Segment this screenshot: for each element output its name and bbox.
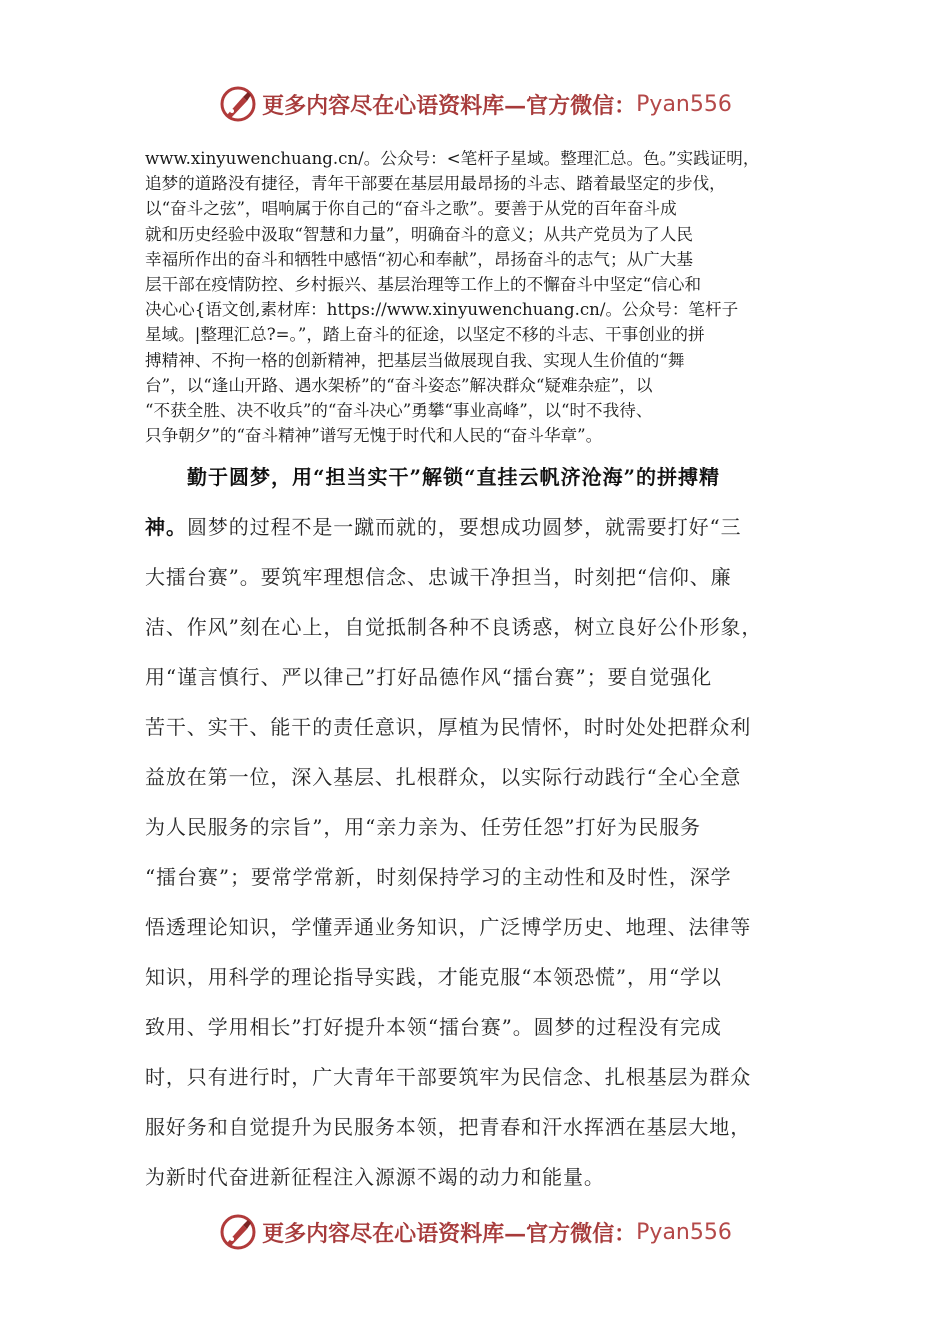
text-line: 追梦的道路没有捷径，青年干部要在基层用最昂扬的斗志、踏着最坚定的步伐， [145,174,726,194]
footer-banner [0,1210,950,1254]
text-line: 大擂台赛”。要筑牢理想信念、忠诚干净担当，时刻把“信仰、廉 [145,565,732,589]
text-line: 用“谨言慎行、严以律己”打好品德作风“擂台赛”；要自觉强化 [145,665,712,689]
banner-text: 更多内容尽在心语资料库—官方微信： [262,92,637,119]
text-line: 搏精神、不拘一格的创新精神，把基层当做展现自我、实现人生价值的“舞 [145,350,685,370]
pen-logo-icon [218,1212,258,1252]
section-heading: 勤于圆梦，用“担当实干”解锁“直挂云帆济沧海”的拼搏精 [187,465,721,489]
text-line: www.xinyuwenchuang.cn/。公众号：<笔杆子星域。整理汇总。色。”实践证明， [145,149,760,168]
wechat-id: Pyan556 [636,1219,732,1245]
text-line: 以“奋斗之弦”，唱响属于你自己的“奋斗之歌”。要善于从党的百年奋斗成 [145,199,677,219]
text-line: 就和历史经验中汲取“智慧和力量”，明确奋斗的意义；从共产党员为了人民 [145,224,693,244]
text-line: 益放在第一位，深入基层、扎根群众，以实际行动践行“全心全意 [145,765,742,789]
pen-logo-icon [218,84,258,124]
text-line: 时，只有进行时，广大青年干部要筑牢为民信念、扎根基层为群众 [145,1065,752,1089]
paragraph-continuation [145,146,813,448]
text-line: “不获全胜、决不收兵”的“奋斗决心”勇攀“事业高峰”，以“时不我待、 [145,401,653,421]
text-line: “擂台赛”；要常学常新，时刻保持学习的主动性和及时性，深学 [145,865,732,889]
text-line: 致用、学用相长”打好提升本领“擂台赛”。圆梦的过程没有完成 [145,1015,722,1039]
text-line-rest: 圆梦的过程不是一蹴而就的，要想成功圆梦，就需要打好“三 [187,515,742,539]
text-line: 悟透理论知识，学懂弄通业务知识，广泛博学历史、地理、法律等 [145,915,752,939]
text-line: 决心心{语文创,素材库：https://www.xinyuwenchuang.cn/。公众号：笔杆子 [145,300,739,320]
text-line: 洁、作风”刻在心上，自觉抵制各种不良诱惑，树立良好公仆形象， [145,615,763,639]
text-line: 只争朝夕”的“奋斗精神”谱写无愧于时代和人民的“奋斗华章”。 [145,426,603,446]
text-line [145,502,813,552]
wechat-id: Pyan556 [636,91,732,117]
paragraph-main [145,452,813,1202]
text-line: 苦干、实干、能干的责任意识，厚植为民情怀，时时处处把群众利 [145,715,752,739]
text-line: 为人民服务的宗旨”，用“亲力亲为、任劳任怨”打好为民服务 [145,815,701,839]
header-banner [0,82,950,126]
text-line: 为新时代奋进新征程注入源源不竭的动力和能量。 [145,1165,605,1189]
banner-text: 更多内容尽在心语资料库—官方微信： [262,1220,637,1247]
text-line: 台”，以“逢山开路、遇水架桥”的“奋斗姿态”解决群众“疑难杂症”，以 [145,375,653,395]
text-line: 星域。|整理汇总?=。”，踏上奋斗的征途，以坚定不移的斗志、干事创业的拼 [145,325,705,345]
text-line: 幸福所作出的奋斗和牺牲中感悟“初心和奉献”，昂扬奋斗的志气；从广大基 [145,249,693,269]
text-line: 服好务和自觉提升为民服务本领，把青春和汗水挥洒在基层大地， [145,1115,752,1139]
text-line: 知识，用科学的理论指导实践，才能克服“本领恐慌”，用“学以 [145,965,722,989]
text-line: 层干部在疫情防控、乡村振兴、基层治理等工作上的不懈奋斗中坚定“信心和 [145,275,702,295]
section-heading-end: 神。 [145,515,187,539]
